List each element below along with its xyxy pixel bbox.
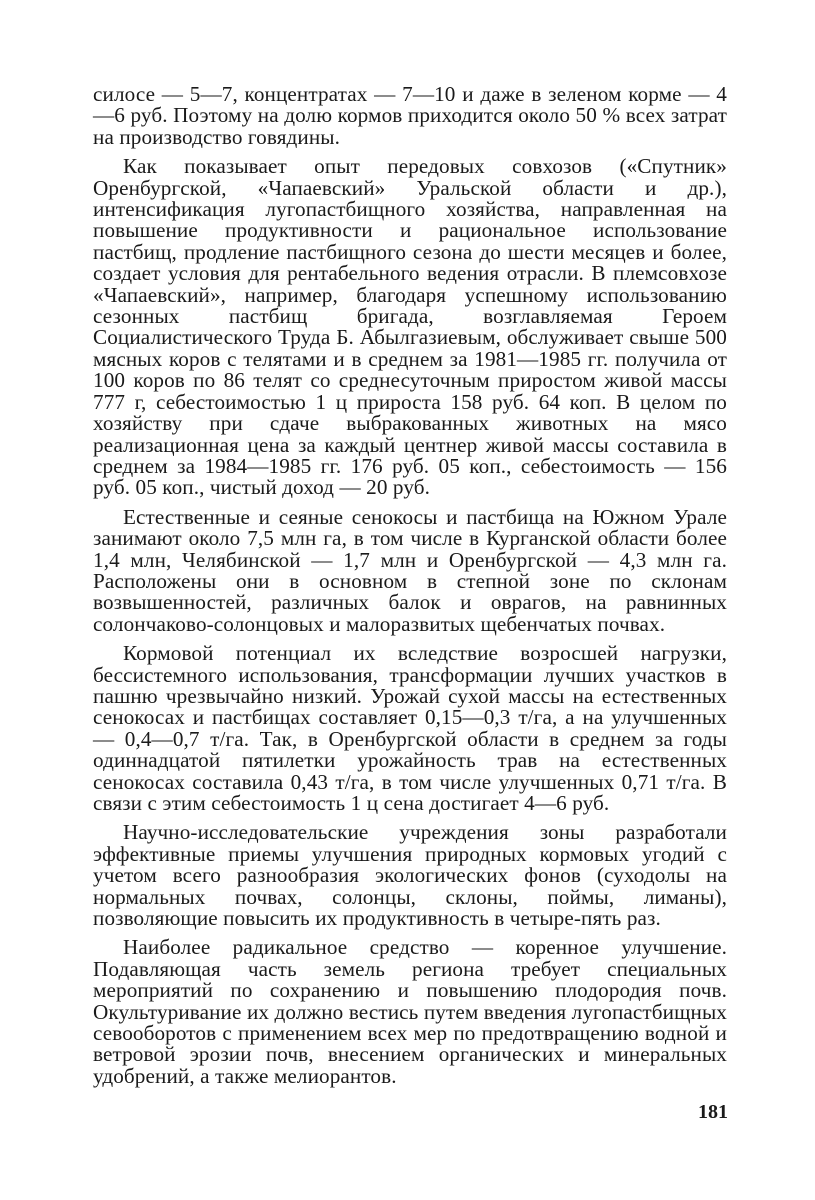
- paragraph-hayfields-area: Естественные и сеяные сенокосы и пастбища на Южном Урале занимают около 7,5 млн га, в том числе в Курганской области более 1,4 млн, Челябинской — 1,7 млн и Оренбургской — 4,3 млн га. Расположены они в основном в степной зоне по склонам возвышенностей, различных балок и оврагов, на равнинных солончаково-солонцовых и малоразвитых щебенчатых почвах.: [93, 504, 727, 636]
- paragraph-research-methods: Научно-исследовательские учреждения зоны разработали эффективные приемы улучшения природных кормовых угодий с учетом всего разнообразия экологических фонов (суходолы на нормальных почвах, солонцы, склоны, поймы, лиманы), позволяющие повысить их продуктивность в четыре-пять раз.: [93, 820, 727, 931]
- paragraph-sovkhoz-experience: Как показывает опыт передовых совхозов («Спутник» Оренбургской, «Чапаевский» Уральской области и др.), интенсификация лугопастбищного хозяйства, направленная на повышение продуктивности и рациональное использование пастбищ, продление пастбищного сезона до шести месяцев и более, создает условия для рентабельного ведения отрасли. В племсовхозе «Чапаевский», например, благодаря успешному использованию сезонных пастбищ бригада, возглавляемая Героем Социалистического Труда Б. Абылгазиевым, обслуживает свыше 500 мясных коров с телятами и в среднем за 1981—1985 гг. получила от 100 коров по 86 телят со среднесуточным приростом живой массы 777 г, себестоимостью 1 ц прироста 158 руб. 64 коп. В целом по хозяйству при сдаче выбракованных животных на мясо реализационная цена за каждый центнер живой массы составила в среднем за 1984—1985 гг. 176 руб. 05 коп., себестоимость — 156 руб. 05 коп., чистый доход — 20 руб.: [93, 154, 727, 500]
- paragraph-radical-improvement: Наиболее радикальное средство — коренное улучшение. Подавляющая часть земель региона требует специальных мероприятий по сохранению и повышению плодородия почв. Окультуривание их должно вестись путем введения лугопастбищных севооборотов с применением всех мер по предотвращению водной и ветровой эрозии почв, внесением органических и минеральных удобрений, а также мелиорантов.: [93, 935, 727, 1088]
- paragraph-continuation: силосе — 5—7, концентратах — 7—10 и даже в зеленом корме — 4—6 руб. Поэтому на долю кормов приходится около 50 % всех затрат на производство говядины.: [93, 82, 727, 149]
- page-body: [93, 84, 727, 1095]
- page-number: 181: [698, 1101, 728, 1123]
- paragraph-fodder-potential: Кормовой потенциал их вследствие возросшей нагрузки, бессистемного использования, трансформации лучших участков в пашню чрезвычайно низкий. Урожай сухой массы на естественных сенокосах и пастбищах составляет 0,15—0,3 т/га, а на улучшенных — 0,4—0,7 т/га. Так, в Оренбургской области в среднем за годы одиннадцатой пятилетки урожайность трав на естественных сенокосах составила 0,43 т/га, в том числе улучшенных 0,71 т/га. В связи с этим себестоимость 1 ц сена достигает 4—6 руб.: [93, 641, 727, 815]
